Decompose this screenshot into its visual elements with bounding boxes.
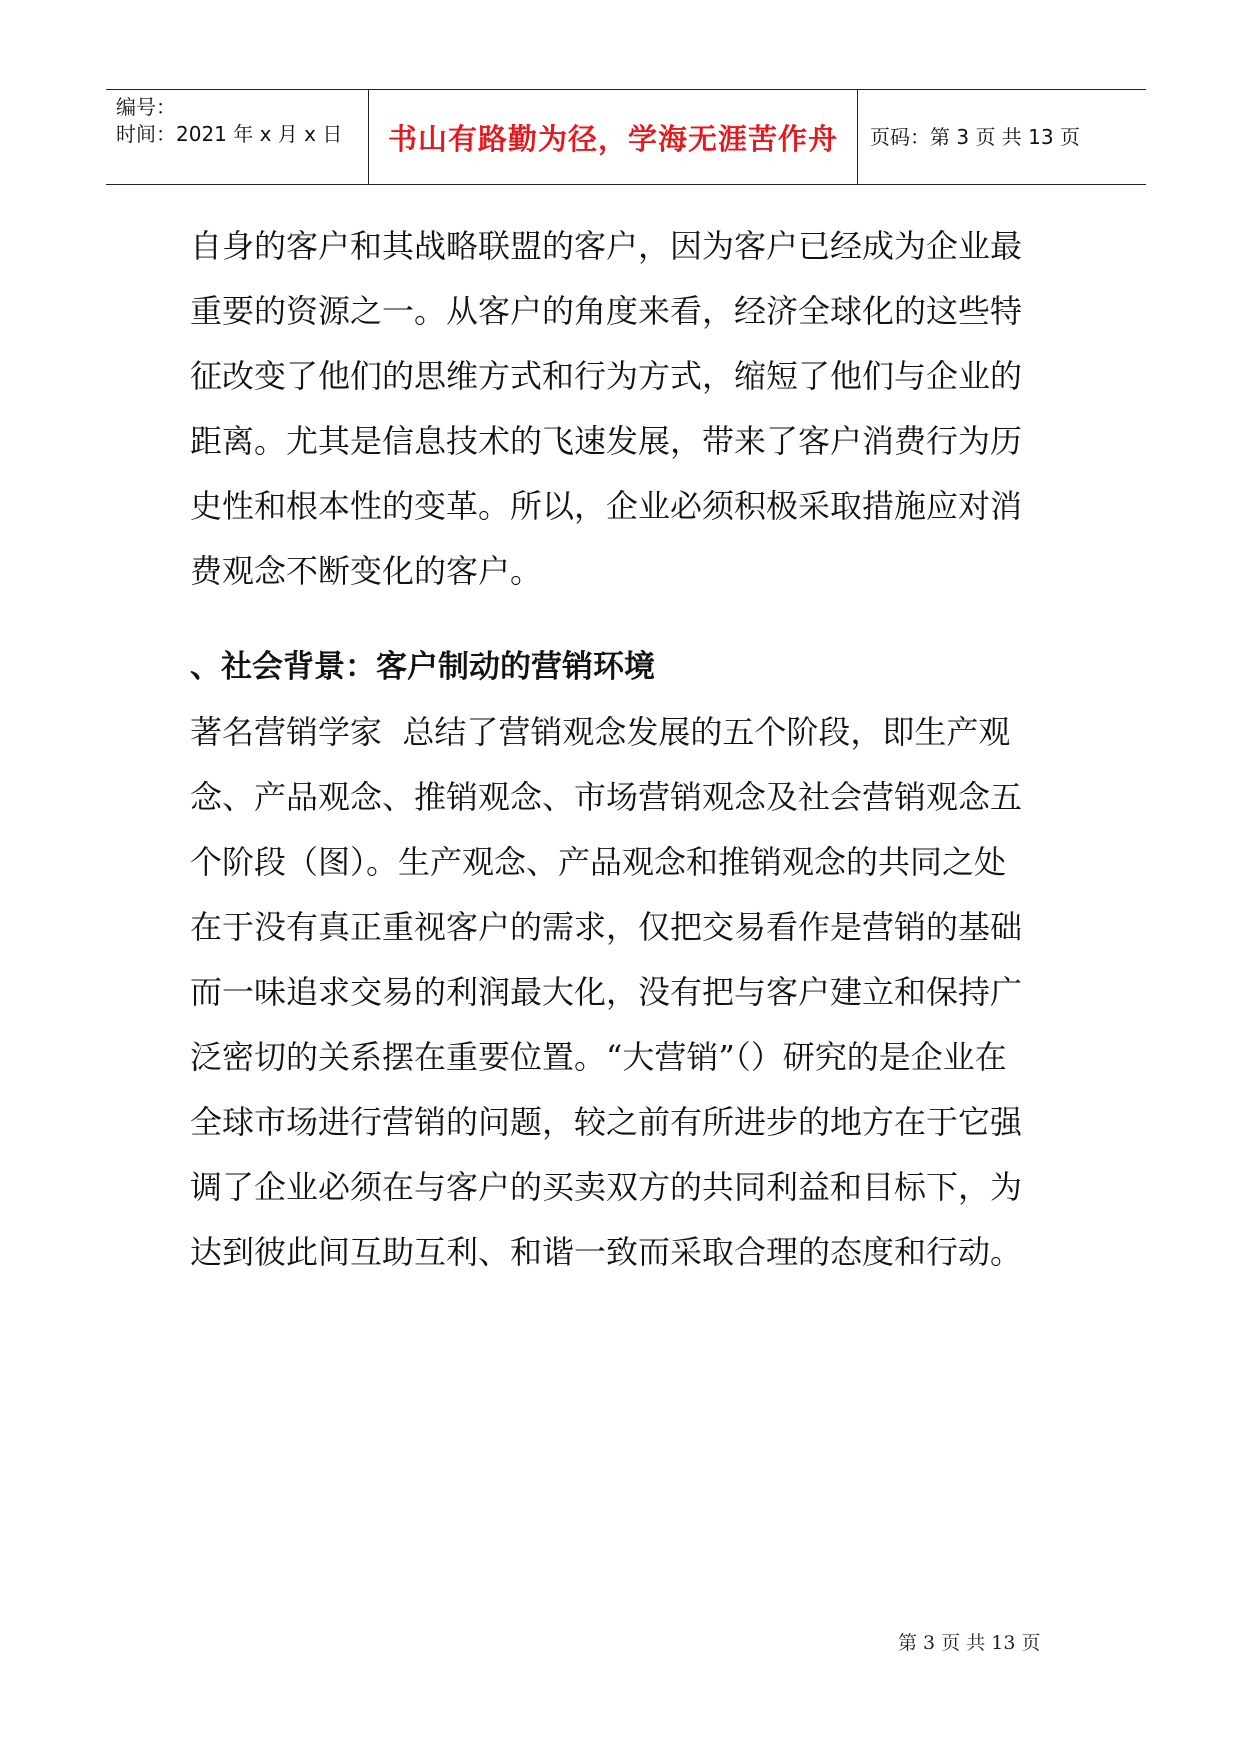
paragraph-line: 著名营销学家 总结了营销观念发展的五个阶段，即生产观 <box>190 713 1011 751</box>
section-heading: 、社会背景：客户制动的营销环境 <box>190 649 655 685</box>
document-date: 时间：2021 年 x 月 x 日 <box>116 122 343 146</box>
document-body <box>190 214 1070 1285</box>
page-footer-number: 第 3 页 共 13 页 <box>898 1632 1041 1654</box>
header-motto: 书山有路勤为径，学海无涯苦作舟 <box>387 121 838 156</box>
document-header <box>106 89 1146 185</box>
paragraph-line: 而一味追求交易的利润最大化，没有把与客户建立和保持广 <box>190 973 1023 1011</box>
paragraph-line: 费观念不断变化的客户。 <box>190 552 543 590</box>
paragraph-line: 重要的资源之一。从客户的角度来看，经济全球化的这些特 <box>190 292 1023 330</box>
header-page-cell <box>858 90 1146 184</box>
paragraph-line: 史性和根本性的变革。所以，企业必须积极采取措施应对消 <box>190 487 1023 525</box>
header-page-number: 页码：第 3 页 共 13 页 <box>870 125 1080 149</box>
paragraph-line: 念、产品观念、推销观念、市场营销观念及社会营销观念五 <box>190 778 1023 816</box>
paragraph-line: 达到彼此间互助互利、和谐一致而采取合理的态度和行动。 <box>190 1233 1023 1271</box>
paragraph-1 <box>190 214 1070 604</box>
paragraph-line: 调了企业必须在与客户的买卖双方的共同利益和目标下，为 <box>190 1168 1023 1206</box>
header-meta-cell <box>106 90 369 184</box>
paragraph-line: 在于没有真正重视客户的需求，仅把交易看作是营销的基础 <box>190 908 1023 946</box>
paragraph-line: 自身的客户和其战略联盟的客户，因为客户已经成为企业最 <box>190 227 1023 265</box>
document-number-label: 编号： <box>116 95 176 119</box>
paragraph-line: 全球市场进行营销的问题，较之前有所进步的地方在于它强 <box>190 1103 1023 1141</box>
paragraph-2 <box>190 700 1070 1285</box>
paragraph-line: 个阶段（图）。生产观念、产品观念和推销观念的共同之处 <box>190 843 1007 881</box>
paragraph-line: 泛密切的关系摆在重要位置。“大营销”（）研究的是企业在 <box>190 1038 1007 1076</box>
paragraph-line: 距离。尤其是信息技术的飞速发展，带来了客户消费行为历 <box>190 422 1023 460</box>
paragraph-line: 征改变了他们的思维方式和行为方式，缩短了他们与企业的 <box>190 357 1023 395</box>
header-motto-cell <box>369 90 858 184</box>
